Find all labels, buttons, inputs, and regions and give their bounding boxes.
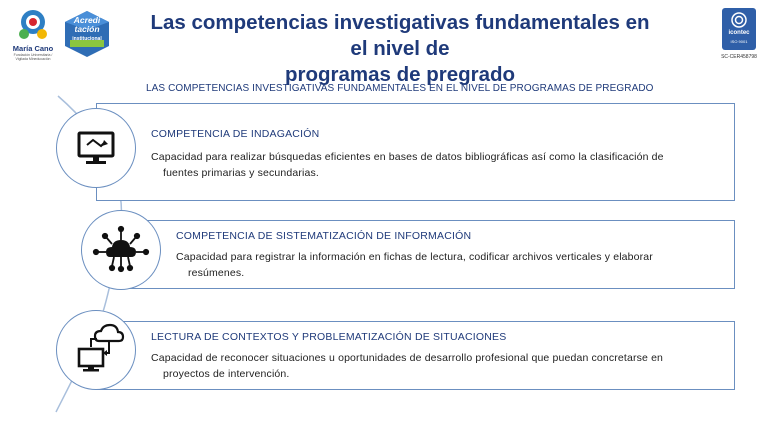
competency-icon-circle-3 <box>56 310 136 390</box>
competency-icon-circle-1 <box>56 108 136 188</box>
cloud-computing-icon <box>57 311 135 389</box>
competency-icon-circle-2 <box>81 210 161 290</box>
competency-description-2: Capacidad para registrar la información en fichas de lectura, codificar archivos verticales y elaborar resúmenes. <box>176 251 653 279</box>
acreditacion-text: Acredi tación institucional <box>72 15 102 42</box>
computer-monitor-icon <box>57 109 135 187</box>
competency-heading-1: COMPETENCIA DE INDAGACIÓN <box>151 128 320 140</box>
icontec-word: icontec <box>728 30 750 36</box>
competency-description-1: Capacidad para realizar búsquedas eficientes en bases de datos bibliográficas así como la clasificación de fuentes primarias y secundarias. <box>151 151 664 179</box>
maria-cano-name: María Cano <box>12 44 54 53</box>
competency-heading-2: COMPETENCIA DE SISTEMATIZACIÓN DE INFORMACIÓN <box>176 230 472 242</box>
competency-heading-3: LECTURA DE CONTEXTOS Y PROBLEMATIZACIÓN DE SITUACIONES <box>151 331 507 343</box>
competency-description-3: Capacidad de reconocer situaciones u oportunidades de desarrollo profesional que puedan concretarse en proyectos de intervención. <box>151 352 664 380</box>
competency-box-2 <box>121 220 735 289</box>
competency-box-1 <box>96 103 735 201</box>
cloud-network-icon <box>82 211 160 289</box>
icontec-code: SC-CER458798 <box>721 54 757 60</box>
section-subtitle: LAS COMPETENCIAS INVESTIGATIVAS FUNDAMENTALES EN EL NIVEL DE PROGRAMAS DE PREGRADO <box>146 83 654 94</box>
page-title: Las competencias investigativas fundamentales en el nivel de programas de pregrado <box>150 11 650 86</box>
icontec-iso: ISO 9001 <box>730 39 748 44</box>
maria-cano-tagline: Fundación Universitaria / Vigilada Mineducación <box>13 53 53 61</box>
competency-box-3 <box>96 321 735 390</box>
